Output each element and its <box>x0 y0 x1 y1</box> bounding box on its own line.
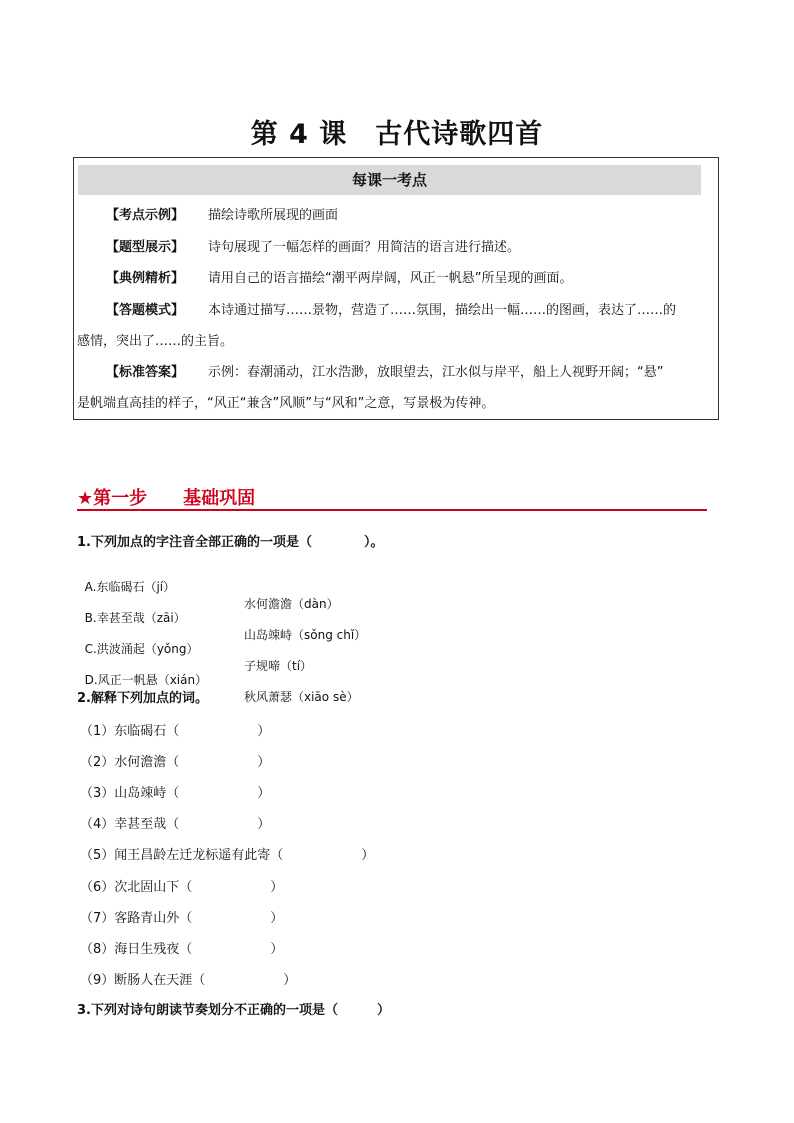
option-c-part-1: C.洪波涌起（yǒng） <box>84 642 199 656</box>
option-a-part-2: 水何澹澹（dàn） <box>244 597 339 611</box>
key-point-heading: 每课一考点 <box>78 165 701 195</box>
option-c-part-2: 子规啼（tí） <box>244 659 313 673</box>
question-2-item: （2）水何澹澹（ ） <box>80 755 271 770</box>
row-text: 描绘诗歌所展现的画面 <box>208 208 339 223</box>
question-3-stem: 3.下列对诗句朗读节奏划分不正确的一项是（ ） <box>77 1003 390 1018</box>
question-2-item: （8）海日生残夜（ ） <box>80 942 284 957</box>
row-text-continued: 是帆端直高挂的样子，“风正“兼含”风顺”与“风和”之意，写景极为传神。 <box>77 396 495 411</box>
question-2-item: （4）幸甚至哉（ ） <box>80 817 271 832</box>
row-text: 本诗通过描写……景物，营造了……氛围，描绘出一幅……的图画，表达了……的 <box>208 303 677 318</box>
row-label: 【题型展示】 <box>106 240 185 255</box>
step-divider <box>77 509 707 511</box>
option-b-part-2: 山岛竦峙（sǒng chǐ） <box>244 628 367 642</box>
option-b-part-1: B.幸甚至哉（zāi） <box>84 611 186 625</box>
row-text: 诗句展现了一幅怎样的画面？用简洁的语言进行描述。 <box>208 240 521 255</box>
row-text: 请用自己的语言描绘“潮平两岸阔，风正一帆悬”所呈现的画面。 <box>208 271 573 286</box>
key-point-box <box>73 157 719 420</box>
row-label: 【答题模式】 <box>106 303 185 318</box>
question-2-item: （6）次北固山下（ ） <box>80 880 284 895</box>
question-1-stem: 1.下列加点的字注音全部正确的一项是（ ）。 <box>77 535 384 550</box>
option-a-part-1: A.东临碣石（jí） <box>84 580 176 594</box>
page-title: 第 4 课 古代诗歌四首 <box>250 119 544 150</box>
question-2-stem: 2.解释下列加点的词。 <box>77 691 208 706</box>
option-d-part-1: D.风正一帆悬（xián） <box>84 673 208 687</box>
row-label: 【考点示例】 <box>106 208 185 223</box>
question-2-item: （3）山岛竦峙（ ） <box>80 786 271 801</box>
question-2-item: （5）闻王昌龄左迁龙标遥有此寄（ ） <box>80 848 375 863</box>
row-text-continued: 感情，突出了……的主旨。 <box>77 334 234 349</box>
option-d-part-2: 秋风萧瑟（xiāo sè） <box>244 690 359 704</box>
question-2-item: （7）客路青山外（ ） <box>80 911 284 926</box>
row-label: 【典例精析】 <box>106 271 185 286</box>
step-one-heading: ★第一步 基础巩固 <box>77 488 256 509</box>
question-2-item: （1）东临碣石（ ） <box>80 724 271 739</box>
question-2-item: （9）断肠人在天涯（ ） <box>80 973 297 988</box>
row-text: 示例：春潮涌动，江水浩渺，放眼望去，江水似与岸平，船上人视野开阔；“悬” <box>208 365 664 380</box>
row-label: 【标准答案】 <box>106 365 185 380</box>
